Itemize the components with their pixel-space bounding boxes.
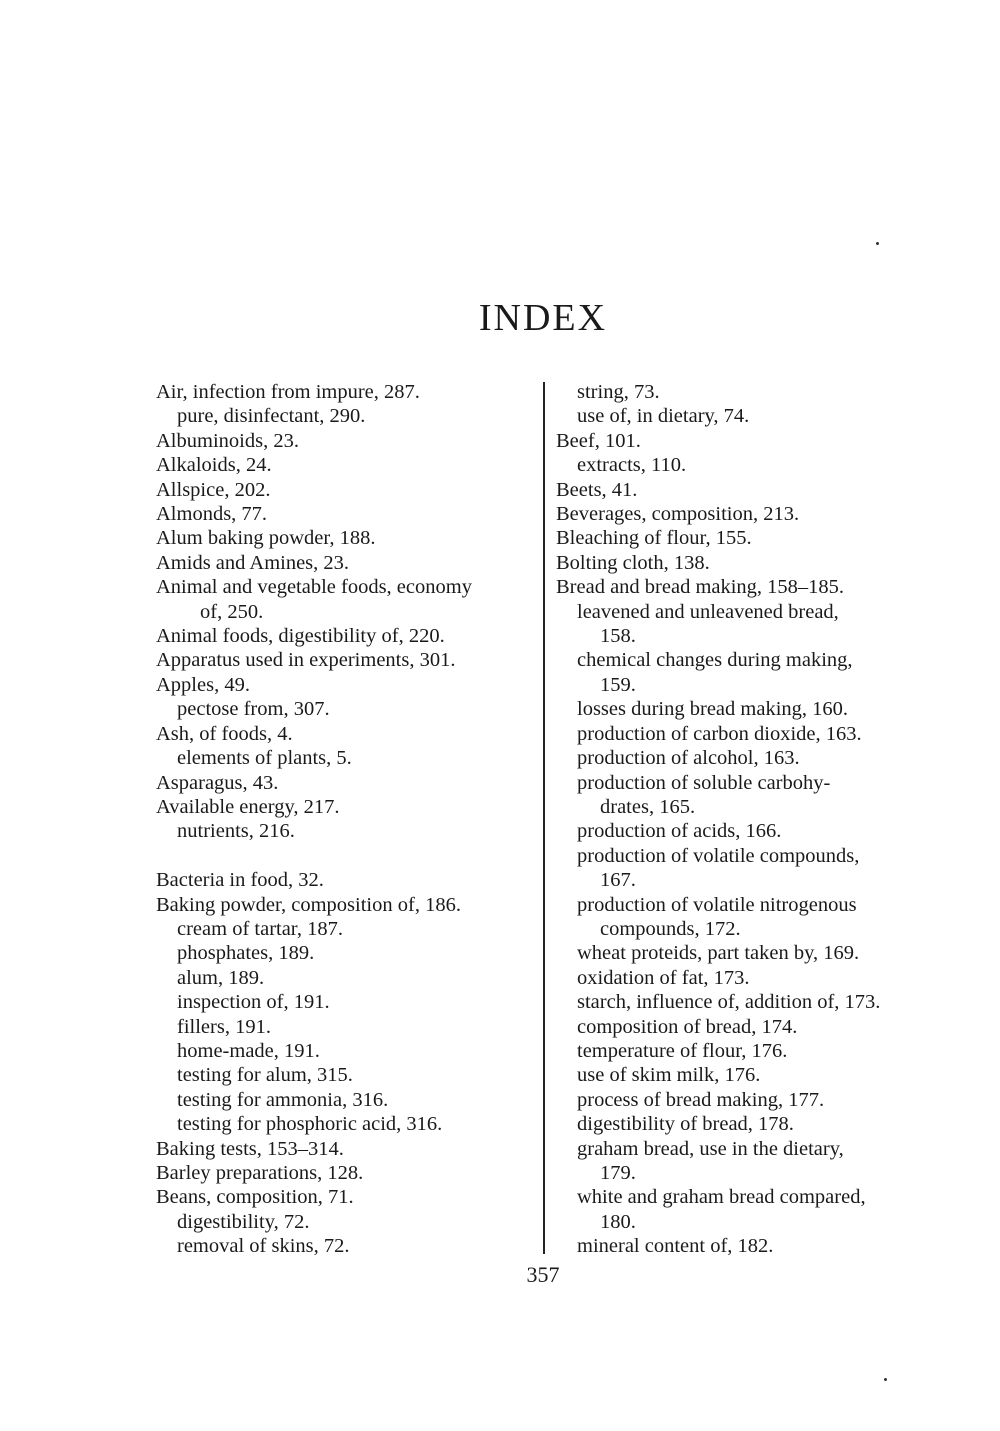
index-subentry: production of carbon dioxide, 163. [577, 722, 862, 745]
index-subentry: chemical changes during making, [577, 649, 853, 672]
index-subentry: phosphates, 189. [177, 942, 315, 965]
index-subentry: starch, influence of, addition of, 173. [577, 991, 881, 1014]
index-subentry: testing for alum, 315. [177, 1064, 353, 1087]
index-entry: Beverages, composition, 213. [556, 503, 800, 526]
page-number: 357 [526, 1262, 560, 1287]
index-entry: Beans, composition, 71. [156, 1186, 354, 1209]
index-subentry: elements of plants, 5. [177, 747, 352, 770]
index-subentry: digestibility of bread, 178. [577, 1113, 794, 1136]
index-subentry: digestibility, 72. [177, 1210, 310, 1233]
index-subentry: losses during bread making, 160. [577, 698, 849, 721]
index-subentry: production of soluble carbohy- [577, 771, 831, 794]
index-subentry: compounds, 172. [600, 917, 741, 940]
index-entry: Apples, 49. [156, 673, 250, 696]
index-subentry: 179. [600, 1162, 636, 1184]
index-subentry: 159. [600, 673, 636, 696]
index-subentry: extracts, 110. [577, 454, 687, 477]
index-subentry: of, 250. [200, 600, 264, 623]
index-subentry: temperature of flour, 176. [577, 1039, 788, 1062]
index-subentry: graham bread, use in the dietary, [577, 1137, 844, 1160]
index-subentry: drates, 165. [600, 795, 696, 818]
scan-speck [876, 242, 879, 245]
index-subentry: use of, in dietary, 74. [577, 405, 750, 428]
index-subentry: fillers, 191. [177, 1015, 271, 1038]
index-entry: Asparagus, 43. [156, 771, 279, 794]
index-entry: Barley preparations, 128. [156, 1161, 364, 1184]
index-subentry: pectose from, 307. [177, 698, 330, 721]
index-entry: Beets, 41. [556, 478, 638, 501]
index-subentry: testing for ammonia, 316. [177, 1088, 389, 1111]
section-gap [156, 844, 536, 868]
index-subentry: leavened and unleavened bread, [577, 600, 839, 623]
index-subentry: string, 73. [577, 381, 660, 403]
index-entry: Animal and vegetable foods, economy [156, 576, 472, 599]
index-entry: Air, infection from impure, 287. [156, 381, 420, 403]
index-subentry: mineral content of, 182. [577, 1235, 774, 1258]
index-entry: Bread and bread making, 158–185. [556, 576, 845, 599]
index-subentry: process of bread making, 177. [577, 1088, 825, 1111]
index-subentry: 167. [600, 869, 636, 892]
index-column-right [556, 380, 932, 1259]
scan-speck [884, 1378, 887, 1381]
index-entry: Bleaching of flour, 155. [556, 527, 752, 550]
index-subentry: production of alcohol, 163. [577, 747, 800, 770]
index-entry: Beef, 101. [556, 429, 641, 452]
index-subentry: removal of skins, 72. [177, 1235, 350, 1258]
index-entry: Alkaloids, 24. [156, 454, 272, 477]
index-entry: Baking tests, 153–314. [156, 1137, 344, 1160]
index-subentry: nutrients, 216. [177, 820, 295, 843]
index-subentry: cream of tartar, 187. [177, 917, 343, 940]
index-entry: Apparatus used in experiments, 301. [156, 649, 456, 672]
index-subentry: production of volatile compounds, [577, 844, 860, 867]
index-subentry: oxidation of fat, 173. [577, 966, 750, 989]
index-subentry: white and graham bread compared, [577, 1186, 866, 1209]
index-entry: Bacteria in food, 32. [156, 869, 324, 892]
index-entry: Bolting cloth, 138. [556, 551, 710, 574]
index-entry: Baking powder, composition of, 186. [156, 893, 461, 916]
index-subentry: production of acids, 166. [577, 820, 782, 843]
index-entry: Ash, of foods, 4. [156, 722, 293, 745]
page-title: INDEX [478, 297, 608, 339]
index-entry: Animal foods, digestibility of, 220. [156, 625, 445, 648]
index-entry: Allspice, 202. [156, 478, 271, 501]
index-subentry: pure, disinfectant, 290. [177, 405, 366, 428]
index-entry: Amids and Amines, 23. [156, 551, 350, 574]
index-subentry: inspection of, 191. [177, 991, 330, 1014]
index-subentry: alum, 189. [177, 966, 265, 989]
index-entry: Available energy, 217. [156, 795, 340, 818]
index-subentry: wheat proteids, part taken by, 169. [577, 942, 860, 965]
index-subentry: home-made, 191. [177, 1039, 320, 1062]
index-entry: Albuminoids, 23. [156, 429, 299, 452]
index-subentry: testing for phosphoric acid, 316. [177, 1113, 443, 1136]
index-subentry: production of volatile nitrogenous [577, 893, 857, 916]
column-divider [543, 382, 545, 1254]
index-entry: Almonds, 77. [156, 503, 268, 526]
index-entry: Alum baking powder, 188. [156, 527, 376, 550]
index-column-left [156, 380, 536, 1259]
index-subentry: use of skim milk, 176. [577, 1064, 761, 1087]
index-subentry: 158. [600, 625, 636, 648]
index-subentry: 180. [600, 1210, 636, 1233]
index-subentry: composition of bread, 174. [577, 1015, 798, 1038]
